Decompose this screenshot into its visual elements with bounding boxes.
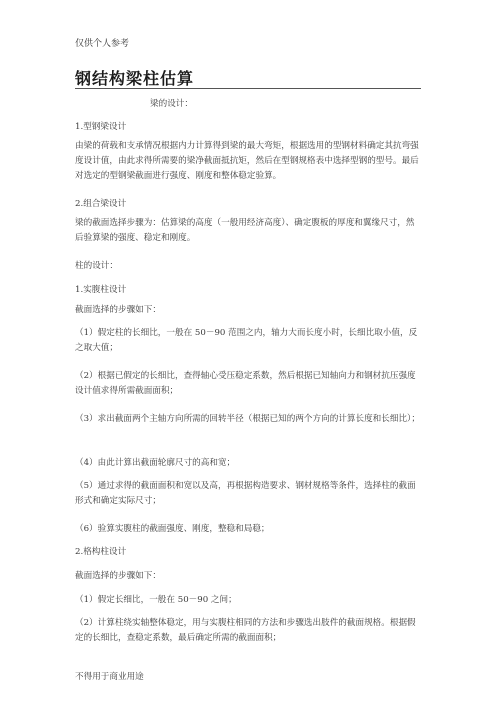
- column-1-step: （4）由此计算出截面轮廓尺寸的高和宽；: [75, 458, 236, 468]
- column-2-step: （2）计算柱绕实轴整体稳定，用与实腹柱相同的方法和步骤选出肢件的截面规格。根据假定的长细比，查稳定系数，最后确定所需的截面面积；: [75, 618, 416, 643]
- beam-section-heading: 梁的设计：: [150, 99, 193, 109]
- column-1-step: （5）通过求得的截面面积和宽以及高，再根据构造要求、钢材规格等条件，选择柱的截面形式和确定实际尺寸；: [75, 481, 416, 506]
- column-2-step: （1）假定长细比，一般在 50－90 之间；: [75, 595, 237, 605]
- column-1-step: （6）验算实腹柱的截面强度、刚度，整稳和局稳；: [75, 524, 270, 534]
- beam-2-heading: 2.组合梁设计: [75, 199, 127, 209]
- column-1-step: （2）根据已假定的长细比，查得轴心受压稳定系数，然后根据已知轴向力和钢材抗压强度设计值求得所需截面面积；: [75, 371, 416, 396]
- document-title: 钢结构梁柱估算: [75, 69, 195, 88]
- column-1-step: （1）假定柱的长细比，一般在 50－90 范围之内，轴力大而长度小时，长细比取小值，反之取大值；: [75, 328, 418, 353]
- column-2-intro: 截面选择的步骤如下：: [75, 571, 161, 581]
- column-2-heading: 2.格构柱设计: [75, 547, 127, 557]
- column-section-heading: 柱的设计：: [75, 261, 118, 271]
- column-1-intro: 截面选择的步骤如下：: [75, 305, 161, 315]
- header-note: 仅供个人参考: [75, 39, 130, 49]
- beam-1-heading: 1.型钢梁设计: [75, 122, 127, 132]
- column-1-step: （3）求出截面两个主轴方向所需的回转半径（根据已知的两个方向的计算长度和长细比）；: [75, 414, 420, 424]
- beam-2-body: 梁的截面选择步骤为：估算梁的高度（一般用经济高度）、确定腹板的厚度和翼缘尺寸，然后验算梁的强度、稳定和刚度。: [75, 218, 415, 243]
- column-1-heading: 1.实腹柱设计: [75, 285, 127, 295]
- title-divider: [75, 88, 421, 89]
- beam-1-body: 由梁的荷载和支承情况根据内力计算得到梁的最大弯矩，根据选用的型钢材料确定其抗弯强度设计值，由此求得所需要的梁净截面抵抗矩，然后在型钢规格表中选择型钢的型号。最后对选定的型钢梁截面进行强度、刚度和整体稳定验算。: [75, 141, 419, 181]
- footer-note: 不得用于商业用途: [75, 672, 144, 682]
